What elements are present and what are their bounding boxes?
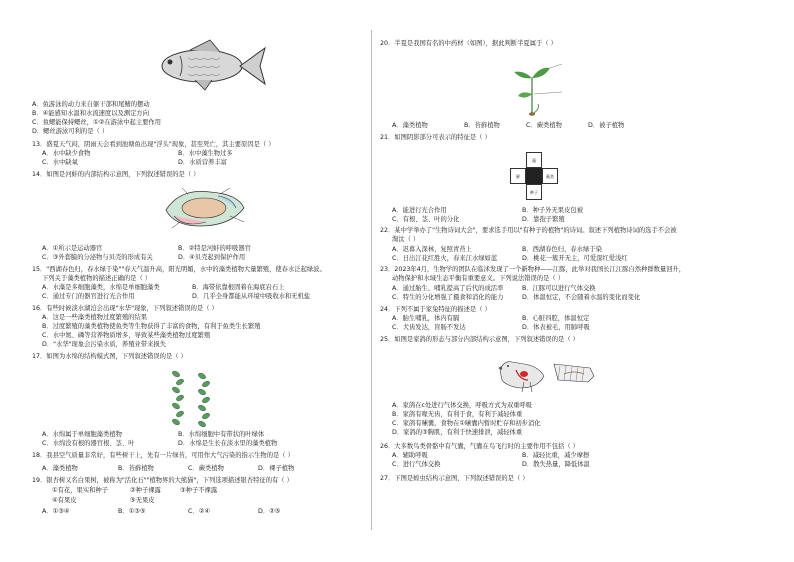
right-column: [376, 0, 794, 562]
q15-option-d: D．几乎全身都能从环境中吸收水和无机盐: [192, 293, 311, 300]
q24-option-b: B．心脏四腔，体温恒定: [522, 315, 590, 322]
q19-item-3: ③种子不裸露: [180, 487, 218, 494]
q22-stem: 22．某中学举办了"生物诗词大会"，要求选手用以"有种子的植物"的诗词。叙述下列植物诗词的选手不会被: [380, 227, 677, 234]
q20-option-d: D．被子植物: [588, 122, 625, 129]
q17-stem: 17．如图为水绵的结构模式图，下列叙述错误的是（ ）: [32, 353, 187, 360]
q15-option-a: A．水藻是多细胞藻类，水绵是单细胞藻类: [42, 284, 160, 291]
classification-cross-diagram: [510, 152, 558, 200]
q25-option-a: A．家鸽在c处进行气体交换，呼吸方式为双重呼吸: [392, 402, 533, 409]
q13-option-d: D．水质营养丰富: [178, 159, 227, 166]
cross-bottom-label: 种子: [526, 184, 542, 200]
cross-left-label: 藓: [510, 168, 526, 184]
q17-option-c: C．水绵没有根的器官根、茎、叶: [42, 440, 135, 447]
q13-option-a: A．水中缺少食物: [42, 150, 91, 157]
q20-option-a: A．藻类植物: [392, 122, 428, 129]
q23-option-c: C．特生的分化增强了摄食和消化的能力: [392, 294, 504, 301]
pinellia-figure: [510, 54, 570, 116]
q22-option-b: B．西湖春色归，春水绿于染: [522, 246, 602, 253]
q15-option-c: C．通过专门的器官进行光合作用: [42, 293, 135, 300]
q19-option-a: A．①③④: [42, 508, 70, 515]
q27-stem: 27．下图是蝗虫结构示意图，下列叙述错误的是（ ）: [380, 475, 529, 482]
q26-option-b: B．减轻比重，减少摩擦: [522, 452, 590, 459]
q14-option-d: D．④贝壳起到保护作用: [178, 254, 246, 261]
q25-stem: 25．如图是家鸽的形态与部分内部结构示意图，下列叙述错误的是（ ）: [380, 336, 579, 343]
q12-option-b: B．④能感知水温和水流速度以及测定方向: [32, 110, 150, 117]
q26-option-a: A．辅助呼吸: [392, 452, 428, 459]
pigeon-figure: [494, 350, 600, 396]
q20-option-b: B．苔藓植物: [464, 122, 500, 129]
q21-option-a: A．能进行光合作用: [392, 207, 447, 214]
q16-option-b: B．过度繁殖的藻类植物使鱼类等生物获得了丰富的食物，有利于鱼类生长繁殖: [42, 323, 261, 330]
q25-option-c: C．家鸽有嗉囊，食物在①嗉囊内暂时贮存和初步消化: [392, 420, 541, 427]
q21-option-d: D．靠孢子繁殖: [522, 216, 565, 223]
cross-shaded-center: [526, 168, 542, 184]
q14-stem: 14．如图是河蚌的内部结构示意图，下列叙述错误的是（ ）: [32, 171, 200, 178]
q17-option-a: A．水绵属于单细胞藻类植物: [42, 431, 122, 438]
clam-figure: [160, 186, 250, 232]
q23-option-b: B．江豚可以进行气体交换: [522, 285, 596, 292]
q16-option-c: C．水中氮、磷等营养物质增多，导致某些藻类植物过度繁殖: [42, 332, 211, 339]
q19-item-1: ①有花，果实和种子: [52, 487, 109, 494]
q14-option-c: C．③外套膜的分泌物与贝壳的形成有关: [42, 254, 153, 261]
q19-option-d: D．②⑤: [258, 508, 281, 515]
q19-item-2: ②种子裸露: [130, 487, 161, 494]
q19-stem: 19．银杏树又名白果树，被称为"活化石""植物界的大熊猫"，下列选项描述银杏特征的有（ ）: [32, 477, 293, 484]
q12-option-c: C．鱼鳃能保持鳃丝，①②在游泳中起主要作用: [32, 119, 162, 126]
q24-stem: 24．下列不属于家兔特征的描述是（ ）: [380, 306, 491, 313]
q24-option-a: A．胎生哺乳，体内有膈: [392, 315, 460, 322]
q19-option-c: C．②④: [188, 508, 210, 515]
cross-right-label: 蕨类: [542, 168, 558, 184]
q12-option-a: A．鱼游泳的动力来自躯干部和尾鳍的摆动: [32, 101, 150, 108]
q18-option-d: D．裸子植物: [258, 465, 295, 472]
spirogyra-figure: [166, 368, 220, 430]
q26-option-d: D．散失热量，降低体温: [522, 461, 590, 468]
q22-stem-cont: 淘汰（ ）: [392, 236, 420, 243]
q22-option-c: C．日出江花红胜火，春来江水绿如蓝: [392, 255, 498, 262]
q12-option-d: D．鳃丝游泳可利的是（ ）: [32, 128, 109, 135]
q14-option-a: A．①所示是运动器官: [42, 245, 103, 252]
q25-option-b: B．家鸽有喙无齿，有利于食，有利于减轻体重: [392, 411, 523, 418]
q15-stem: 15．"西湖春色归，春水绿于染""春天气温升高，阳光明媚，水中的藻类植物大量繁殖，使春水泛起绿波。: [32, 266, 326, 273]
q25-option-d: D．家鸽的③胸肌，有利于快速排泄，减轻体重: [392, 429, 523, 436]
q15-stem-cont: 下列关于藻类植物的描述正确的是（ ）: [42, 275, 152, 282]
q24-option-c: C．犬齿发达，盲肠不发达: [392, 324, 466, 331]
q15-option-b: B．海带依靠根固着在海底岩石上: [192, 284, 285, 291]
q16-stem: 16．有些时候淡水湖泊会出现"水华"现象，下列叙述错误的是（ ）: [32, 305, 218, 312]
q17-option-b: B．水绵细胞中有带状的叶绿体: [178, 431, 265, 438]
cross-top-label: 藻: [526, 152, 542, 168]
q18-option-a: A．藻类植物: [42, 465, 78, 472]
column-divider: [371, 30, 372, 530]
fish-figure: [150, 36, 270, 94]
q20-stem: 20．半夏是我国有名的中药材（如图），据此判断半夏属于（ ）: [380, 40, 557, 47]
q18-stem: 18．我县空气质量非常好，有些树干上，先有一片绿苔，可用作大气污染的指示生物的是（ ）: [32, 452, 294, 459]
q23-option-d: D．体温恒定，不会随着水温的变化而变化: [522, 294, 641, 301]
q19-item-4: ④有果皮: [52, 497, 77, 504]
q13-option-b: B．水中藻生物过多: [178, 150, 233, 157]
q23-option-a: A．通过胎生、哺乳提高了后代的成活率: [392, 285, 504, 292]
left-column: [0, 0, 368, 562]
q26-option-c: C．进行气体交换: [392, 461, 441, 468]
q24-option-d: D．体表被毛，用肺呼吸: [522, 324, 590, 331]
q23-stem-cont: 动物保护和水域生态平衡有重要意义。下列说法错误的是（ ）: [392, 275, 565, 282]
q18-option-c: C．蕨类植物: [188, 465, 224, 472]
q23-stem: 23．2023年4月，生物学的团队在临沭发现了一个新物种——江豚，此举对我国长江江豚自然种群数量回升，: [380, 266, 686, 273]
q19-option-b: B．①③⑤: [118, 508, 146, 515]
q13-stem: 13．盛夏天气闷，阴雨天会看到池塘鱼出现"浮头"现象，甚至死亡，其主要原因是（ ）: [32, 141, 275, 148]
q16-option-a: A．这是一些藻类植物过度繁殖的结果: [42, 314, 148, 321]
q14-option-b: B．②特是河蚌的呼吸器官: [178, 245, 251, 252]
q19-item-5: ⑤无果皮: [130, 497, 155, 504]
q13-option-c: C．水中缺氧: [42, 159, 78, 166]
q22-option-a: A．迟暮入深林，复照青苔上: [392, 246, 472, 253]
q21-option-c: C．有根、茎、叶的分化: [392, 216, 460, 223]
q21-option-b: B．种子外无果皮包被: [522, 207, 583, 214]
q17-option-d: D．水绵是生长在淡水里的藻类植物: [178, 440, 278, 447]
q16-option-d: D．"水华"现象会污染水质，养殖业带来损失: [42, 341, 166, 348]
q22-option-d: D．桃花一簇开无主，可爱深红爱浅红: [522, 255, 628, 262]
q20-option-c: C．蕨类植物: [526, 122, 562, 129]
q18-option-b: B．苔藓植物: [118, 465, 154, 472]
q21-stem: 21．如图阴影部分可表示的特征是（ ）: [380, 134, 491, 141]
q26-stem: 26．大多数鸟类骨骼中有气囊，气囊在鸟飞行时的主要作用不包括（ ）: [380, 443, 579, 450]
